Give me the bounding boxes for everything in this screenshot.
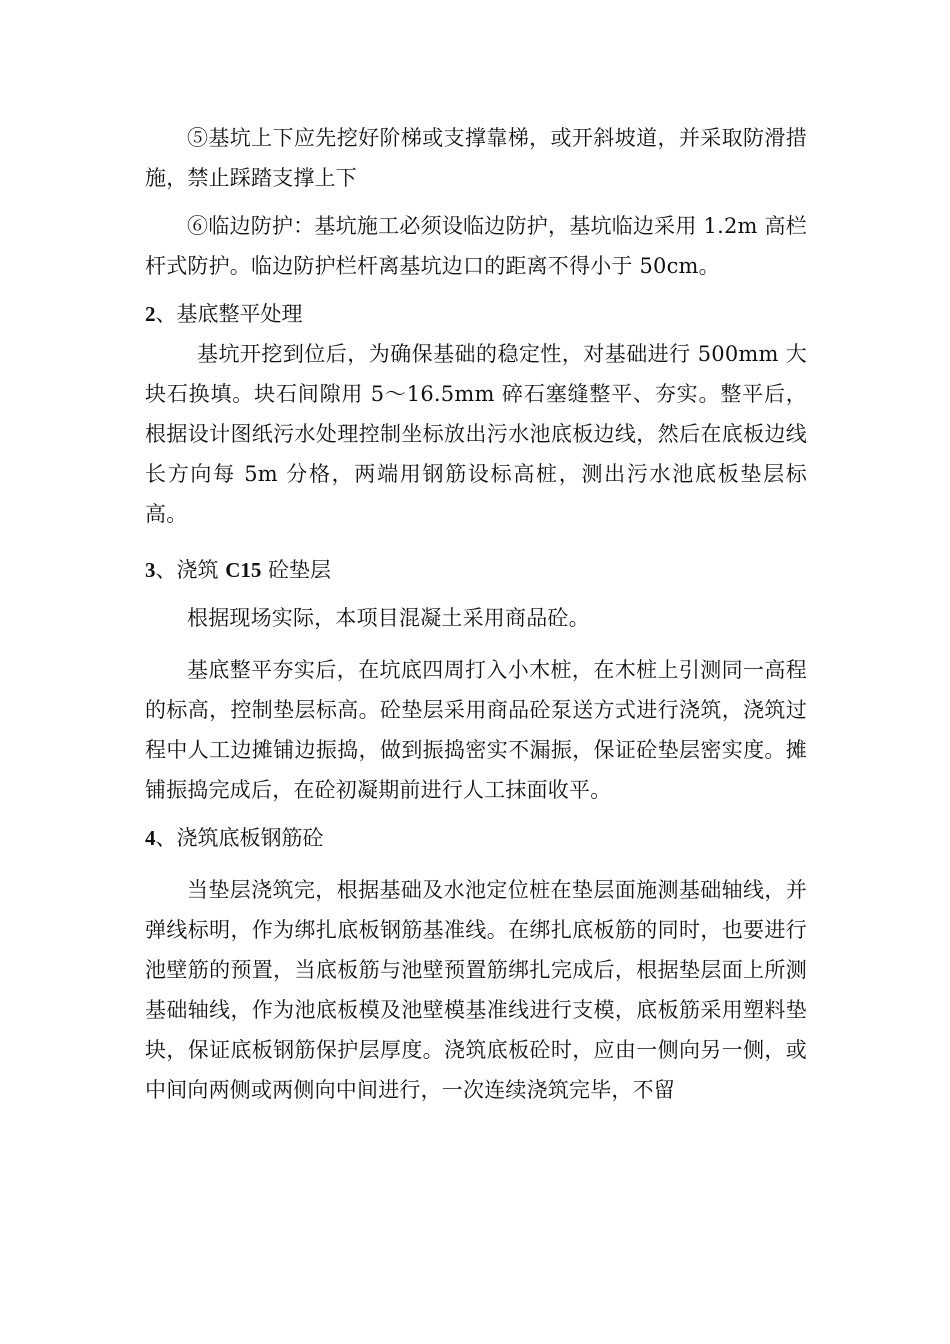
- section-title: 、基底整平处理: [155, 302, 303, 326]
- section-number: 3: [145, 558, 156, 582]
- paragraph-5: ⑤基坑上下应先挖好阶梯或支撑靠梯，或开斜坡道，并采取防滑措施，禁止踩踏支撑上下: [145, 126, 807, 190]
- paragraph-cushion-layer: 基底整平夯实后，在坑底四周打入小木桩，在木桩上引测同一高程的标高，控制垫层标高。砼垫层采用商品砼泵送方式进行浇筑，浇筑过程中人工边摊铺边振捣，做到振捣密实不漏振，保证砼垫层密实度。摊铺振捣完成后，在砼初凝期前进行人工抹面收平。: [145, 658, 807, 802]
- section-heading-3: [145, 550, 807, 590]
- paragraph-concrete-source: 根据现场实际，本项目混凝土采用商品砼。: [187, 606, 590, 630]
- paragraph-bottom-slab: 当垫层浇筑完，根据基础及水池定位桩在垫层面施测基础轴线，并弹线标明，作为绑扎底板钢筋基准线。在绑扎底板筋的同时，也要进行池壁筋的预置，当底板筋与池壁预置筋绑扎完成后，根据垫层面上所测基础轴线，作为池底板模及池壁模基准线进行支模，底板筋采用塑料垫块，保证底板钢筋保护层厚度。浇筑底板砼时，应由一侧向另一侧，或中间向两侧或两侧向中间进行，一次连续浇筑完毕，不留: [145, 878, 807, 1102]
- section-title-pre: 、浇筑: [155, 558, 226, 582]
- document-body: [145, 118, 807, 1110]
- section-heading-4: [145, 818, 807, 858]
- paragraph-base-leveling: 基坑开挖到位后，为确保基础的稳定性，对基础进行 500mm 大块石换填。块石间隙用 5～16.5mm 碎石塞缝整平、夯实。整平后，根据设计图纸污水处理控制坐标放出污水池底板边线，然后在底板边线长方向每 5m 分格，两端用钢筋设标高桩，测出污水池底板垫层标高。: [145, 342, 807, 526]
- concrete-grade: C15: [225, 558, 262, 582]
- section-heading-2: [145, 294, 807, 334]
- section-number: 2: [145, 302, 156, 326]
- paragraph-6: ⑥临边防护：基坑施工必须设临边防护，基坑临边采用 1.2m 高栏杆式防护。临边防护栏杆离基坑边口的距离不得小于 50cm。: [145, 214, 807, 278]
- section-title-post: 砼垫层: [261, 558, 332, 582]
- section-title: 、浇筑底板钢筋砼: [155, 826, 324, 850]
- section-number: 4: [145, 826, 156, 850]
